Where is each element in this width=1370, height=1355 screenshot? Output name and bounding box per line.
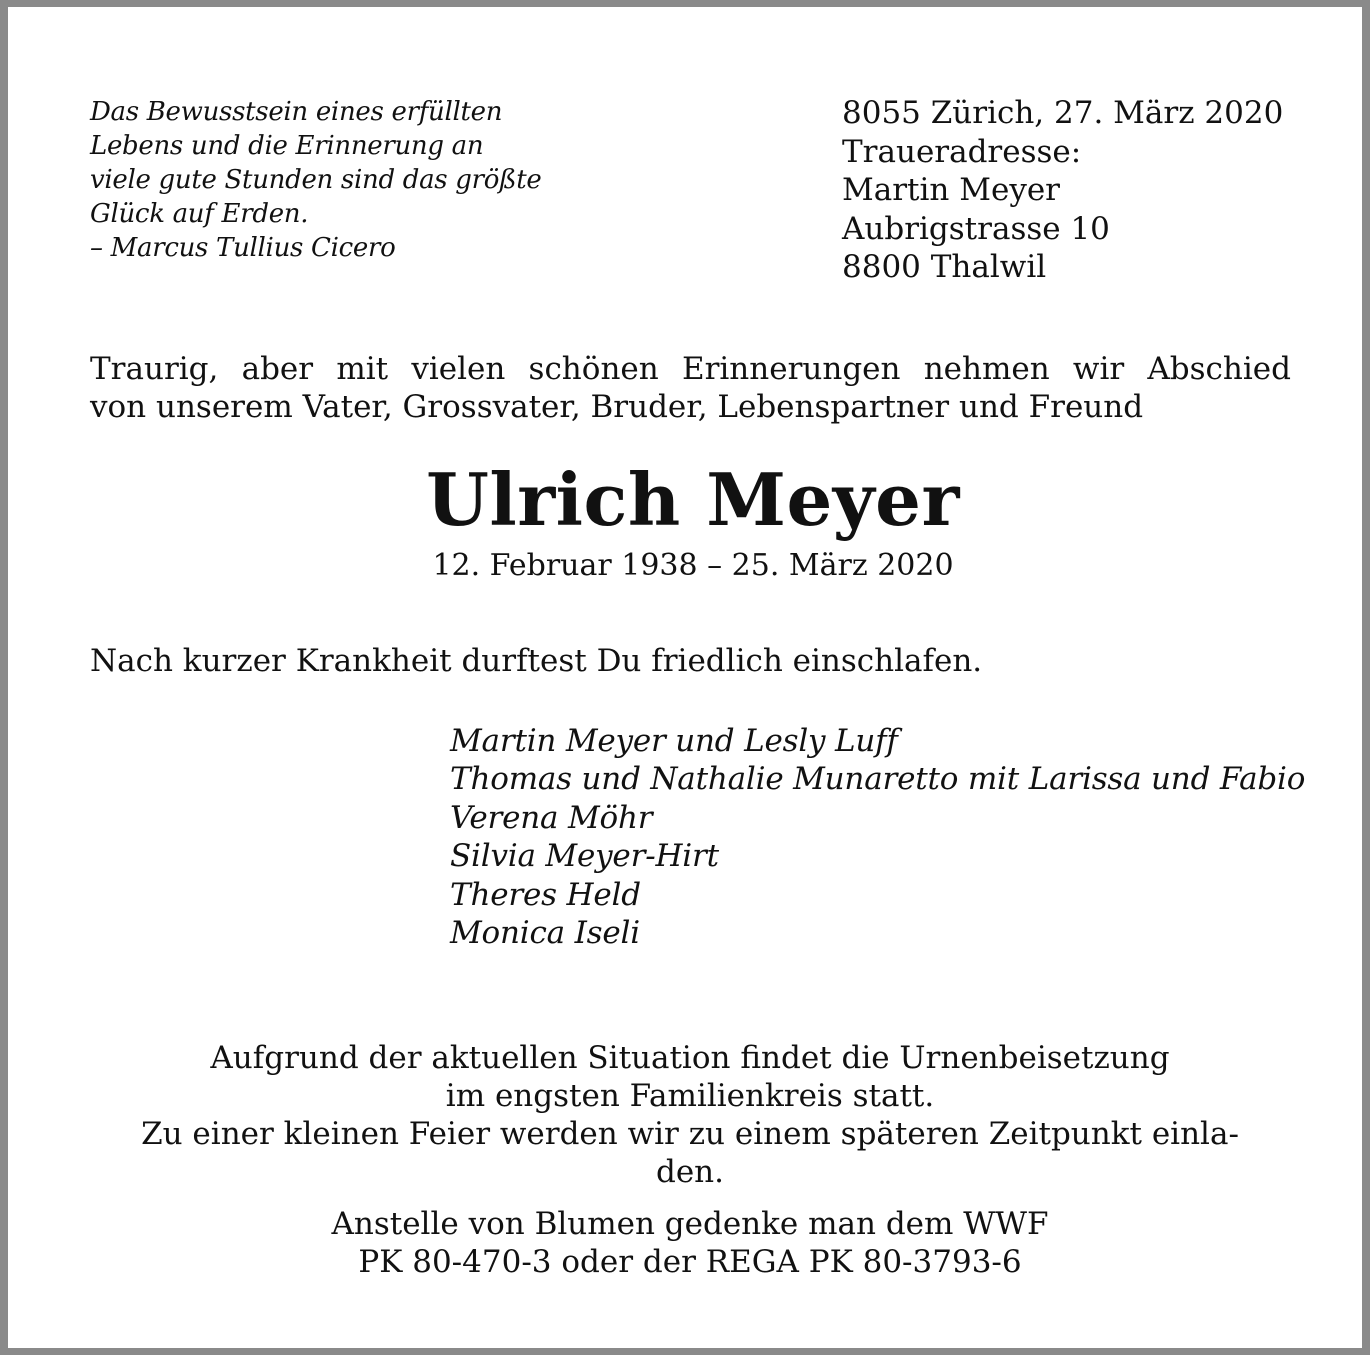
- intro-line: von unserem Vater, Grossvater, Bruder, Lebenspartner und Freund: [90, 389, 1144, 425]
- intro-line: Traurig, aber mit vielen schönen Erinnerungen nehmen wir Abschied: [90, 351, 1291, 387]
- address-name: Martin Meyer: [842, 172, 1060, 208]
- deceased-name: Ulrich Meyer: [426, 457, 960, 542]
- address-street: Aubrigstrasse 10: [842, 210, 1110, 247]
- farewell-sentence: Nach kurzer Krankheit durftest Du friedlich einschlafen.: [90, 643, 983, 679]
- address-label: Traueradresse:: [842, 133, 1082, 170]
- burial-notice: [8, 1039, 1370, 1191]
- mourner: Martin Meyer und Lesly Luff: [450, 723, 898, 759]
- notice-line: im engsten Familienkreis statt.: [445, 1078, 935, 1114]
- donation-line: PK 80-470-3 oder der REGA PK 80-3793-6: [358, 1244, 1022, 1280]
- donation-line: Anstelle von Blumen gedenke man dem WWF: [331, 1206, 1049, 1242]
- mourner: Theres Held: [450, 876, 641, 913]
- quote-line: Glück auf Erden.: [90, 199, 309, 229]
- address-city: 8800 Thalwil: [842, 249, 1047, 285]
- quote-author: – Marcus Tullius Cicero: [90, 233, 396, 263]
- mourner: Thomas und Nathalie Munaretto mit Larissa und Fabio: [450, 761, 1306, 798]
- mourners-list: [450, 722, 1305, 952]
- notice-line: den.: [655, 1154, 724, 1190]
- intro-text: [90, 350, 1291, 426]
- donation-notice: [8, 1205, 1370, 1281]
- place-date: 8055 Zürich, 27. März 2020: [842, 95, 1284, 131]
- mourner: Verena Möhr: [450, 799, 653, 836]
- quote-line: Das Bewusstsein eines erfüllten: [90, 97, 503, 127]
- notice-line: Zu einer kleinen Feier werden wir zu einem späteren Zeitpunkt einla-: [141, 1116, 1239, 1152]
- notice-line: Aufgrund der aktuellen Situation findet die Urnenbeisetzung: [210, 1040, 1170, 1076]
- life-dates: 12. Februar 1938 – 25. März 2020: [432, 548, 954, 583]
- mourner: Silvia Meyer-Hirt: [450, 838, 719, 875]
- quote-line: Lebens und die Erinnerung an: [90, 131, 484, 161]
- cicero-quote: [90, 95, 541, 265]
- mourning-address: [842, 94, 1283, 287]
- mourner: Monica Iseli: [450, 915, 640, 952]
- quote-line: viele gute Stunden sind das größte: [90, 165, 542, 195]
